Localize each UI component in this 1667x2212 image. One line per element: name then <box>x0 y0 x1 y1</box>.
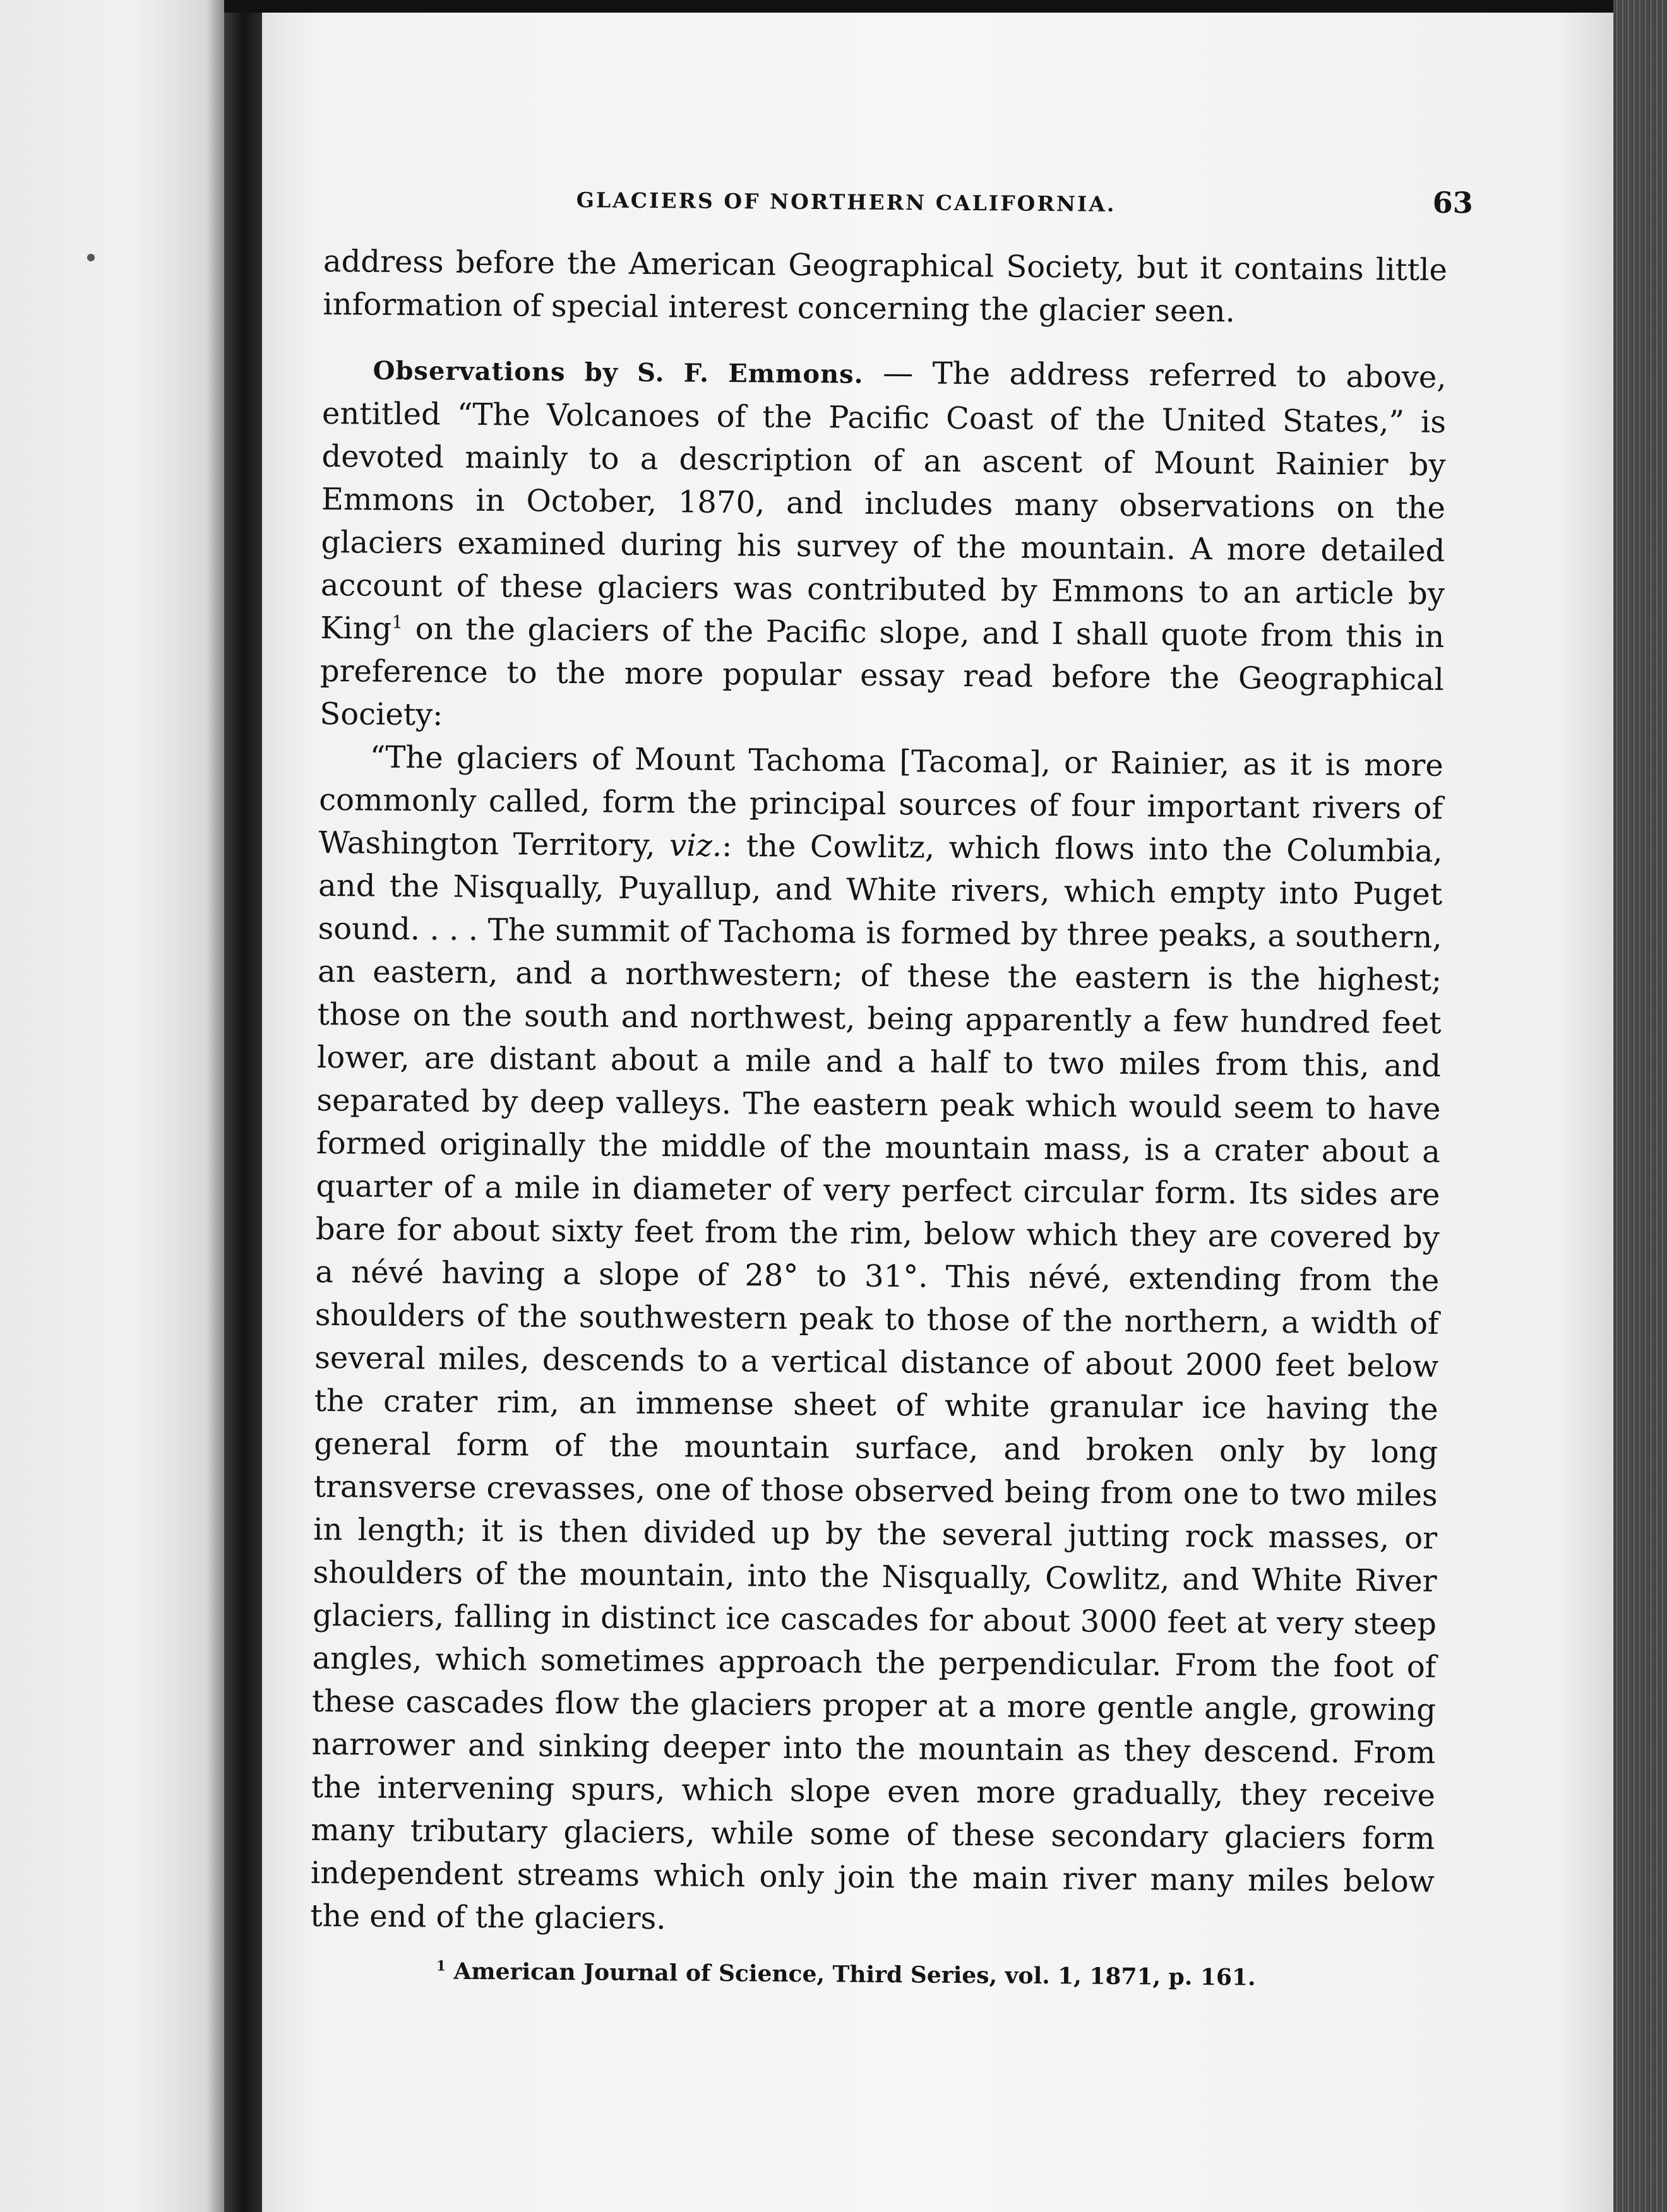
footnote <box>309 1955 1433 1994</box>
quotation-text: “The glaciers of Mount Tachoma [Tacoma], or Rainier, as it is more commonly called, form the principal sources of four important rivers of Washington Territory, <box>318 739 1443 864</box>
paragraph-text: address before the American Geographical Society, but it contains little information of special interest concerning the glacier seen. <box>323 243 1448 330</box>
paragraph-text: The address referred to above, entitled “The Volcanoes of the Pacific Coast of the United States,” is devoted mainly to a description of an ascent of Mount Rainier by Emmons in October, 1870, and includes many observations on the glaciers examined during his survey of the mountain. A more detailed account of these glaciers was contributed by Emmons to an article by King <box>320 355 1447 646</box>
italic-abbreviation: viz. <box>669 828 722 864</box>
page-header <box>323 177 1473 242</box>
paragraph-continued <box>323 240 1447 335</box>
heading-dash: — <box>863 355 933 391</box>
running-head: GLACIERS OF NORTHERN CALIFORNIA. <box>576 187 1116 217</box>
book-page <box>262 13 1613 2212</box>
scan-border <box>224 0 1667 13</box>
paragraph-emmons <box>320 347 1447 744</box>
footnote-text: American Journal of Science, Third Series, vol. 1, 1871, p. 161. <box>445 1958 1256 1991</box>
footnote-reference: 1 <box>391 611 403 633</box>
body-text <box>310 240 1447 1946</box>
paragraph-quotation <box>310 735 1443 1946</box>
facing-page-edge <box>0 0 224 2212</box>
footnote-mark: 1 <box>436 1958 446 1975</box>
section-run-in-heading: Observations by S. F. Emmons. <box>373 355 864 389</box>
paragraph-text: on the glaciers of the Pacific slope, and I shall quote from this in preference to the more popular essay read before the Geographical Society: <box>320 611 1445 733</box>
ink-speck <box>87 254 95 261</box>
page-text-block <box>309 177 1473 2017</box>
page-stack-edge <box>1613 0 1667 2212</box>
page-number: 63 <box>1432 185 1473 220</box>
book-gutter <box>224 0 262 2212</box>
quotation-text: : the Cowlitz, which flows into the Columbia, and the Nisqually, Puyallup, and White rivers, which empty into Puget sound. . . . The summit of Tachoma is formed by three peaks, a southern, an eastern, and a northwestern; of these the eastern is the highest; those on the south and northwest, being apparently a few hundred feet lower, are distant about a mile and a half to two miles from this, and separated by deep valleys. The eastern peak which would seem to have formed originally the middle of the mountain mass, is a crater about a quarter of a mile in diameter of very perfect circular form. Its sides are bare for about sixty feet from the rim, below which they are covered by a névé having a slope of 28° to 31°. This névé, extending from the shoulders of the southwestern peak to those of the northern, a width of several miles, descends to a vertical distance of about 2000 feet below the crater rim, an immense sheet of white granular ice having the general form of the mountain surface, and broken only by long transverse crevasses, one of those observed being from one to two miles in length; it is then divided up by the several jutting rock masses, or shoulders of the mountain, into the Nisqually, Cowlitz, and White River glaciers, falling in distinct ice cascades for about 3000 feet at very steep angles, which sometimes approach the perpendicular. From the foot of these cascades flow the glaciers proper at a more gentle angle, growing narrower and sinking deeper into the mountain as they descend. From the intervening spurs, which slope even more gradually, they receive many tributary glaciers, while some of these secondary glaciers form independent streams which only join the main river many miles below the end of the glaciers. <box>310 828 1443 1937</box>
